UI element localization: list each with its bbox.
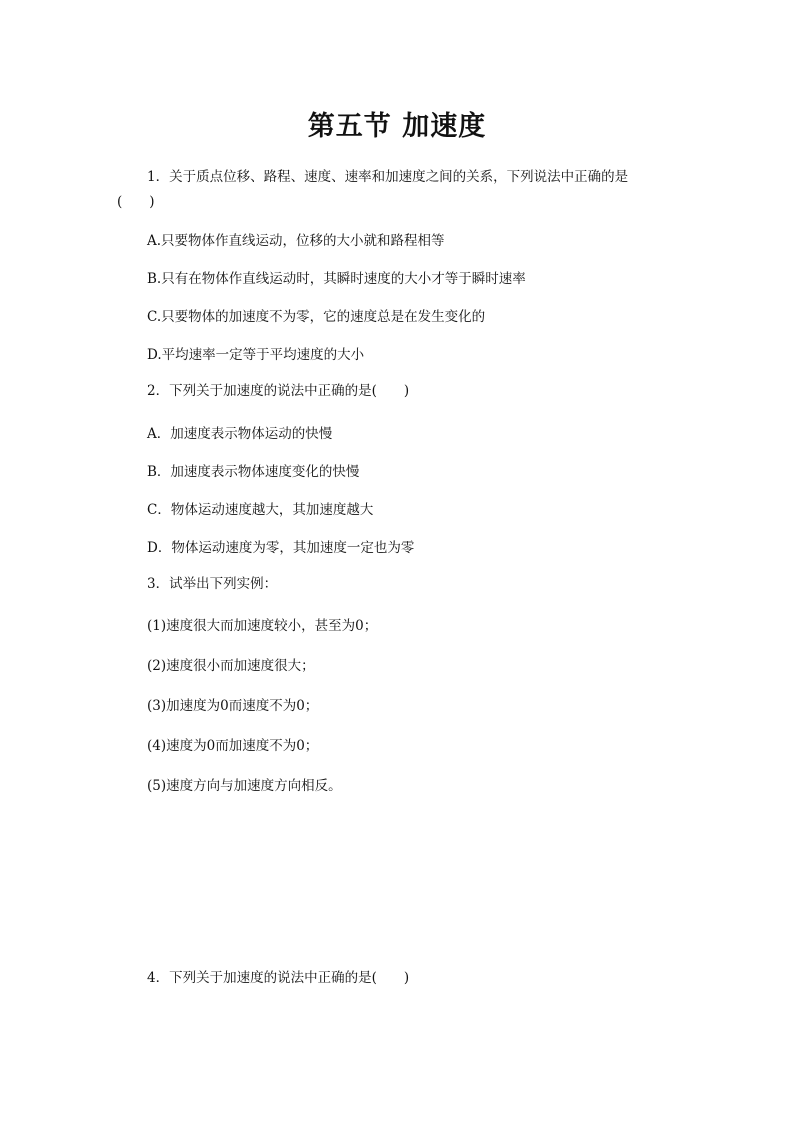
question-3-item-5: (5)速度方向与加速度方向相反。 bbox=[147, 778, 342, 794]
question-4-stem: 4．下列关于加速度的说法中正确的是( ) bbox=[147, 970, 410, 986]
question-1-option-c: C.只要物体的加速度不为零，它的速度总是在发生变化的 bbox=[147, 309, 486, 325]
question-1-stem: 1．关于质点位移、路程、速度、速率和加速度之间的关系，下列说法中正确的是 bbox=[147, 169, 629, 185]
question-2-stem: 2．下列关于加速度的说法中正确的是( ) bbox=[147, 383, 410, 399]
question-3-item-2: (2)速度很小而加速度很大； bbox=[147, 658, 315, 674]
question-2-option-b: B．加速度表示物体速度变化的快慢 bbox=[147, 464, 360, 480]
question-1-stem-continued: ( ) bbox=[117, 194, 155, 210]
question-3-item-4: (4)速度为0而加速度不为0； bbox=[147, 738, 319, 754]
question-1-option-d: D.平均速率一定等于平均速度的大小 bbox=[147, 347, 365, 363]
question-3-stem: 3．试举出下列实例： bbox=[147, 576, 278, 592]
question-2-option-a: A．加速度表示物体运动的快慢 bbox=[147, 426, 333, 442]
question-1-option-b: B.只有在物体作直线运动时，其瞬时速度的大小才等于瞬时速率 bbox=[147, 271, 526, 287]
question-2-option-d: D．物体运动速度为零，其加速度一定也为零 bbox=[147, 540, 415, 556]
question-1-option-a: A.只要物体作直线运动，位移的大小就和路程相等 bbox=[147, 233, 445, 249]
page-title: 第五节 加速度 bbox=[307, 111, 487, 142]
question-3-item-3: (3)加速度为0而速度不为0； bbox=[147, 698, 319, 714]
question-2-option-c: C．物体运动速度越大，其加速度越大 bbox=[147, 502, 374, 518]
question-3-item-1: (1)速度很大而加速度较小，甚至为0； bbox=[147, 618, 378, 634]
